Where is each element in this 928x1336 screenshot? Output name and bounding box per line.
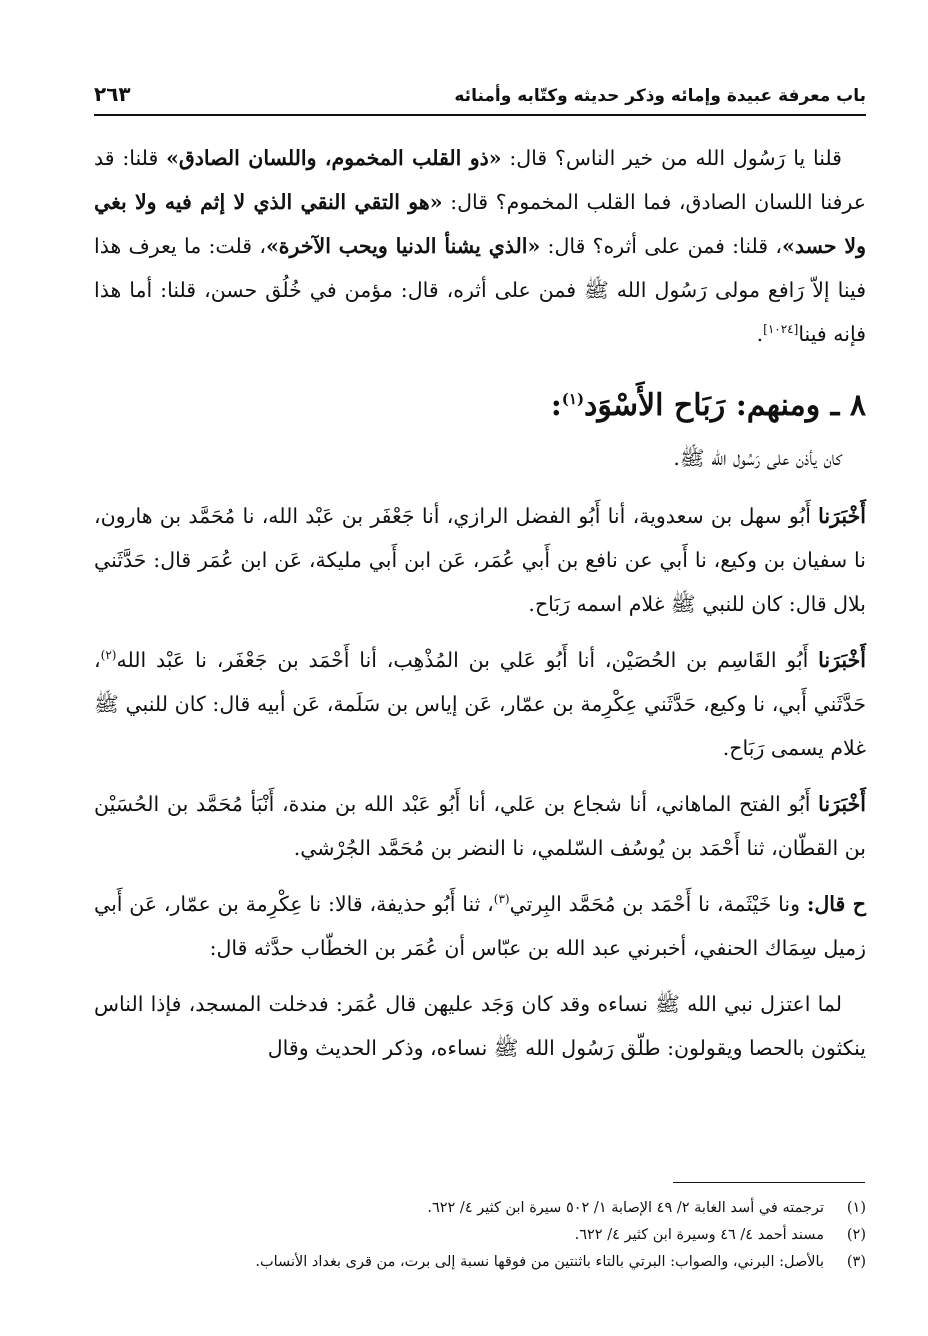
section-heading [94, 384, 866, 428]
spacer [94, 480, 866, 494]
text-segment: أَبُو القَاسِم بن الحُصَيْن، أنا أَبُو عَلي بن المُذْهِب، أنا أَحْمَد بن جَعْفَر، نا عَبْد الله [116, 648, 819, 672]
footnote-number: (١) [846, 1200, 866, 1216]
footnote-item [94, 1222, 866, 1249]
section-colon: : [550, 388, 562, 423]
isnad-lead: أَخْبَرَنا [818, 792, 866, 816]
text-segment: أَبُو الفتح الماهاني، أنا شجاع بن عَلي، أنا أَبُو عَبْد الله بن مندة، أَنْبَأ مُحَمَّد بن الحُسَيْن بن القطّان، ثنا أَحْمَد بن يُوسُف السّلمي، نا النضر بن مُحَمَّد الجُرْشي. [94, 792, 866, 860]
running-title: باب معرفة عبيدة وإمائه وذكر حديثه وكتّابه وأمنائه [454, 86, 866, 106]
text-segment: ، قلنا: فمن على أثره؟ قال: [540, 234, 782, 258]
section-title: ٨ ـ ومنهم: رَبَاح الأَسْوَد [584, 388, 866, 423]
paragraph-hadith-rafi [94, 136, 866, 356]
quote-segment: «ذو القلب المخموم، واللسان الصادق» [166, 146, 502, 170]
footnote-number: (٢) [846, 1227, 866, 1243]
hadith-number-ref: [١٠٢٤] [763, 322, 799, 337]
page-header [94, 70, 866, 106]
text-segment: ، قلت: ما يعرف هذا فينا إلاّ رَافع مولى رَسُول الله ﷺ فمن على أثره، قال: مؤمن في خُلُق حسن، قلنا: أما هذا فإنه فينا [94, 234, 866, 346]
text-segment: أَبُو سهل بن سعدوية، أنا أَبُو الفضل الرازي، أنا جَعْفَر بن عَبْد الله، نا مُحَمَّد بن هارون، نا سفيان بن وكيع، نا أَبي عن نافع بن أَبي عُمَر، عَن ابن أَبي مليكة، عَن ابن عُمَر قال: حَدَّثَني بلال قال: كان للنبي ﷺ غلام اسمه رَبَاح. [94, 504, 866, 616]
isnad-lead: أَخْبَرَنا [818, 504, 866, 528]
text-segment: ، حَدَّثَني أَبي، نا وكيع، حَدَّثَني عِكْرِمة بن عمّار، عَن إياس بن سَلَمة، عَن أبيه قال: كان للنبي ﷺ غلام يسمى رَبَاح. [94, 648, 866, 760]
paragraph-isnad-4 [94, 882, 866, 970]
page-number: ٢٦٣ [94, 82, 131, 106]
quote-segment: «هو التقي النقي الذي لا إثم فيه ولا بغي ولا حسد» [94, 190, 867, 258]
text-segment: . [756, 322, 764, 346]
footnote-rule [673, 1182, 865, 1183]
footnote-ref: (١) [561, 390, 585, 408]
spacer [94, 970, 866, 982]
isnad-lead: ح قال: [806, 892, 866, 916]
header-rule [94, 114, 866, 116]
text-segment: قلنا: قد عرفنا اللسان الصادق، فما القلب المخموم؟ قال: [94, 146, 866, 214]
spacer [94, 770, 866, 782]
text-segment: ونا خَيْثَمة، نا أَحْمَد بن مُحَمَّد البِرتي [509, 892, 807, 916]
footnote-text: ترجمته في أسد الغابة ٢/ ٤٩ الإصابة ١/ ٥٠٢ سيرة ابن كثير ٤/ ٦٢٢. [427, 1200, 824, 1216]
quote-segment: «الذي يشنأ الدنيا ويحب الآخرة» [265, 234, 541, 258]
paragraph-isnad-1 [94, 494, 866, 626]
footnote-number: (٣) [846, 1254, 866, 1270]
spacer [94, 626, 866, 638]
paragraph-isnad-3 [94, 782, 866, 870]
isnad-lead: أَخْبَرَنا [818, 648, 866, 672]
footnote-ref: (٢) [100, 648, 117, 663]
section-intro: كان يأذن على رَسُول الله ﷺ. [673, 446, 842, 470]
footnote-text: بالأصل: البرني، والصواب: البرتي بالتاء باثنتين من فوقها نسبة إلى برت، من قرى بغداد الأنساب. [255, 1254, 824, 1270]
main-text [94, 136, 866, 1070]
book-page [94, 70, 866, 1070]
footnotes [94, 1195, 866, 1276]
footnote-ref: (٣) [493, 892, 510, 907]
text-segment: قلنا يا رَسُول الله من خير الناس؟ قال: [501, 146, 842, 170]
text-segment: ، ثنا أَبُو حذيفة، قالا: نا عِكْرِمة بن عمّار، عَن أَبي زميل سِمَاك الحنفي، أخبرني عبد الله بن عبّاس أن عُمَر بن الخطّاب حدَّثه قال: [94, 892, 866, 960]
spacer [94, 870, 866, 882]
footnote-text: مسند أحمد ٤/ ٤٦ وسيرة ابن كثير ٤/ ٦٢٢. [574, 1227, 824, 1243]
footnote-item [94, 1195, 866, 1222]
paragraph-isnad-2 [94, 638, 866, 770]
paragraph-narration: لما اعتزل نبي الله ﷺ نساءه وقد كان وَجَد عليهن قال عُمَر: فدخلت المسجد، فإذا الناس ينكثون بالحصا ويقولون: طلّق رَسُول الله ﷺ نساءه، وذكر الحديث وقال [94, 992, 866, 1060]
footnote-item [94, 1249, 866, 1276]
